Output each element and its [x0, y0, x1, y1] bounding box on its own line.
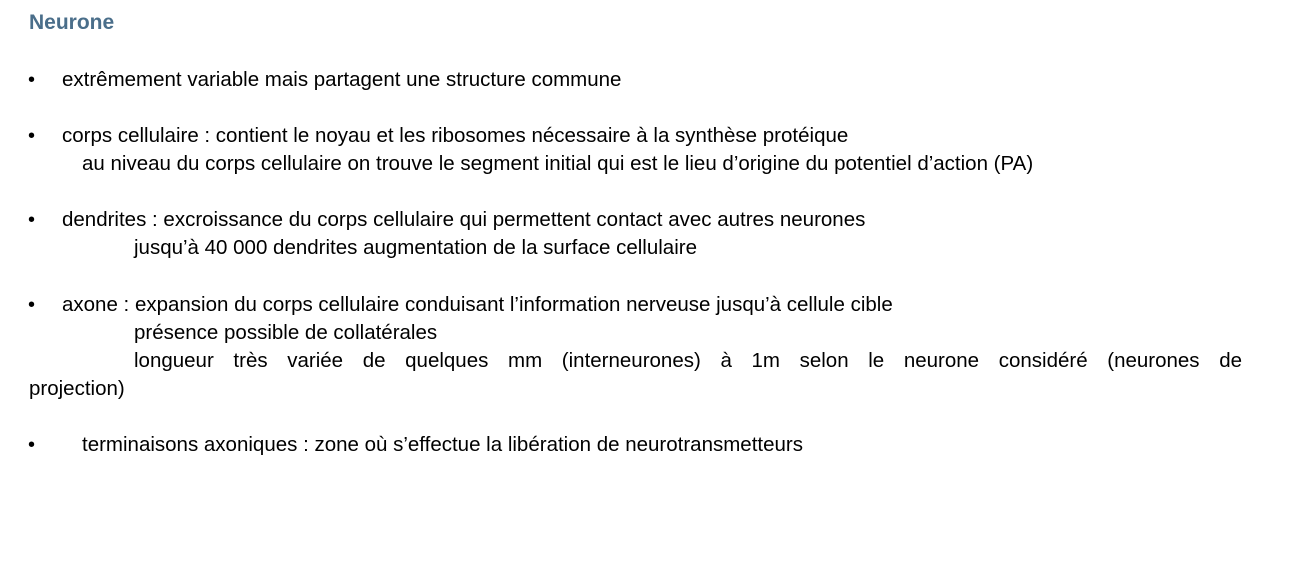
list-item-axon: axone : expansion du corps cellulaire conduisant l’information nerveuse jusqu’à cellule cible	[62, 293, 893, 316]
list-subitem-collaterals: présence possible de collatérales	[134, 321, 438, 344]
bullet-marker: •	[28, 125, 36, 147]
bullet-marker: •	[28, 69, 36, 91]
list-item-dendrites: dendrites : excroissance du corps cellulaire qui permettent contact avec autres neurones	[62, 208, 866, 231]
bullet-marker: •	[28, 209, 36, 231]
list-subitem-dendrite-count: jusqu’à 40 000 dendrites augmentation de la surface cellulaire	[134, 236, 697, 259]
list-item-variability: extrêmement variable mais partagent une structure commune	[62, 68, 622, 91]
list-item-cell-body: corps cellulaire : contient le noyau et les ribosomes nécessaire à la synthèse protéique	[62, 124, 849, 147]
page-title: Neurone	[29, 11, 115, 34]
bullet-marker: •	[28, 434, 36, 456]
list-subitem-axon-length: longueur très variée de quelques mm (interneurones) à 1m selon le neurone considéré (neurones de	[134, 349, 1242, 372]
list-item-axon-terminals: terminaisons axoniques : zone où s’effectue la libération de neurotransmetteurs	[82, 433, 803, 456]
list-subitem-axon-length-continued: projection)	[29, 377, 125, 400]
bullet-marker: •	[28, 294, 36, 316]
list-subitem-initial-segment: au niveau du corps cellulaire on trouve le segment initial qui est le lieu d’origine du potentiel d’action (PA)	[82, 152, 1034, 175]
